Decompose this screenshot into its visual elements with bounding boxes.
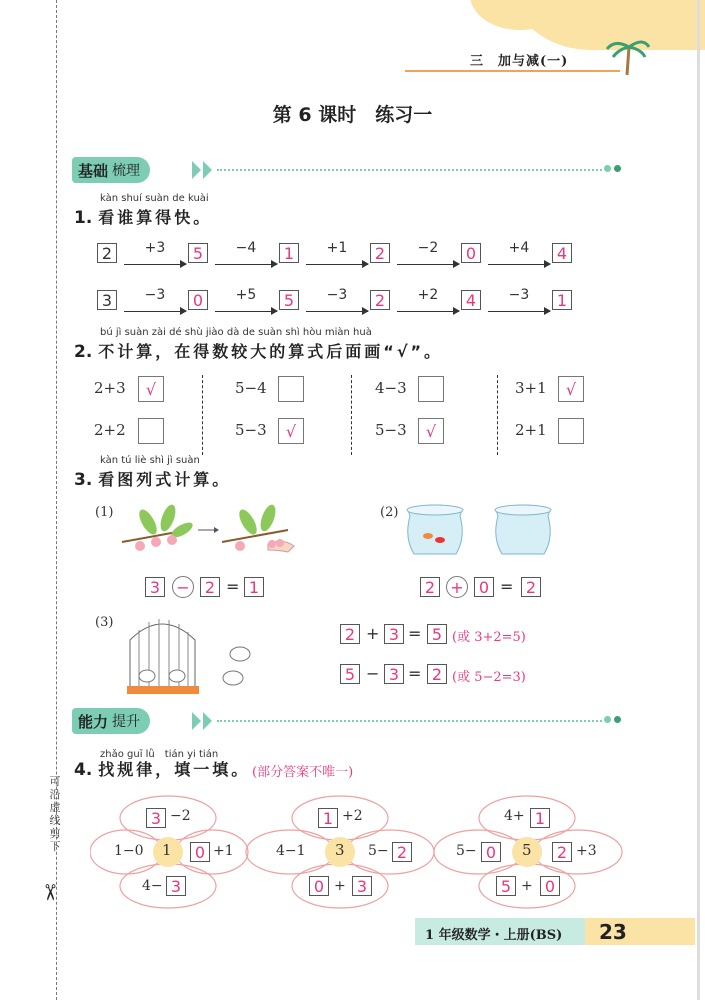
- flower-expr: +: [334, 878, 346, 894]
- q4-note: (部分答案不唯一): [252, 765, 354, 780]
- arrow-icon: [306, 311, 368, 312]
- chain-box[interactable]: 5: [188, 243, 208, 263]
- page-edge: [697, 0, 700, 1000]
- lesson-title: 第 6 课时 练习一: [272, 104, 433, 126]
- arrow-icon: [215, 311, 277, 312]
- compare-expr: 3+1: [515, 379, 547, 397]
- book-title: 1 年级数学・上册(BS): [425, 928, 563, 943]
- section-label: 能力: [78, 712, 109, 731]
- operator: −: [366, 664, 380, 683]
- compare-expr: 5−4: [235, 379, 267, 397]
- section-arrow-icon: [192, 161, 201, 179]
- compare-expr: 2+3: [94, 379, 126, 397]
- section-arrow-icon: [203, 712, 212, 730]
- q2-title: 2. 不计算，在得数较大的算式后面画“√”。: [74, 342, 444, 362]
- answer-box[interactable]: 3: [146, 808, 166, 828]
- arrow-icon: [488, 264, 550, 265]
- section-sublabel: 提升: [112, 714, 141, 730]
- answer-box[interactable]: 0: [474, 577, 494, 597]
- arrow-icon: [124, 311, 186, 312]
- part-label: (1): [95, 505, 114, 520]
- flower-expr: 4−: [142, 878, 163, 894]
- equals-sign: =: [500, 577, 514, 596]
- chain-op: +4: [508, 240, 530, 256]
- check-box[interactable]: [418, 376, 444, 402]
- section-arrow-icon: [203, 161, 212, 179]
- section-dot: [604, 165, 611, 172]
- equals-sign: =: [408, 664, 422, 683]
- chapter-underline: [405, 70, 620, 72]
- chain-box: 2: [97, 243, 117, 263]
- operator-circle[interactable]: −: [172, 576, 194, 598]
- palm-tree-icon: [605, 35, 650, 75]
- chain-op: −3: [144, 287, 166, 303]
- chain-op: −3: [508, 287, 530, 303]
- chain-op: −4: [235, 240, 257, 256]
- chain-box[interactable]: 2: [370, 243, 390, 263]
- flower-expr: 4+: [504, 808, 525, 824]
- answer-box[interactable]: 0: [481, 842, 501, 862]
- arrow-icon: [306, 264, 368, 265]
- q3-pinyin: kàn tú liè shì jì suàn: [100, 455, 200, 466]
- compare-expr: 5−3: [375, 421, 407, 439]
- arrow-icon: [397, 264, 459, 265]
- column-divider: [202, 375, 203, 455]
- check-box[interactable]: [558, 418, 584, 444]
- fish-bowls-illustration: [400, 498, 575, 568]
- compare-expr: 4−3: [375, 379, 407, 397]
- chain-op: +3: [144, 240, 166, 256]
- chain-box: 3: [97, 290, 117, 310]
- check-box[interactable]: √: [558, 376, 584, 402]
- q4-title: 4. 找规律，填一填。: [74, 760, 251, 780]
- answer-box[interactable]: 2: [392, 842, 412, 862]
- scissors-icon: ✂: [36, 883, 62, 902]
- arrow-icon: [488, 311, 550, 312]
- answer-box[interactable]: 3: [384, 664, 404, 684]
- part-label: (2): [380, 505, 399, 520]
- flower-expr: 4−1: [276, 843, 306, 859]
- answer-box[interactable]: 1: [244, 577, 264, 597]
- rabbit-cage-illustration: [125, 610, 275, 700]
- chapter-title: 三 加与减(一): [470, 54, 569, 69]
- flower-expr: +3: [576, 843, 597, 859]
- q1-pinyin: kàn shuí suàn de kuài: [100, 193, 209, 204]
- answer-box[interactable]: 3: [145, 577, 165, 597]
- compare-expr: 5−3: [235, 421, 267, 439]
- q2-pinyin: bú jì suàn zài dé shù jiào dà de suàn shì hòu miàn huà: [100, 327, 372, 338]
- answer-box[interactable]: 2: [420, 577, 440, 597]
- equals-sign: =: [226, 577, 240, 596]
- chain-box[interactable]: 5: [279, 290, 299, 310]
- equals-sign: =: [408, 624, 422, 643]
- check-box[interactable]: [138, 418, 164, 444]
- answer-box[interactable]: 1: [318, 808, 338, 828]
- chain-op: +2: [417, 287, 439, 303]
- answer-box[interactable]: 0: [309, 876, 329, 896]
- section-badge: [72, 708, 150, 734]
- check-box[interactable]: [278, 376, 304, 402]
- section-dot: [604, 716, 611, 723]
- section-label: 基础: [78, 161, 109, 180]
- column-divider: [497, 375, 498, 455]
- check-box[interactable]: √: [138, 376, 164, 402]
- flower-expr: +2: [342, 808, 363, 824]
- section-arrow-icon: [192, 712, 201, 730]
- answer-box[interactable]: 5: [496, 876, 516, 896]
- chain-op: −2: [417, 240, 439, 256]
- section-dots: [217, 169, 602, 171]
- chain-box[interactable]: 2: [370, 290, 390, 310]
- flower-expr: 1−0: [114, 843, 144, 859]
- answer-box[interactable]: 3: [352, 876, 372, 896]
- section-dot: [614, 165, 621, 172]
- check-box[interactable]: √: [418, 418, 444, 444]
- compare-expr: 2+2: [94, 421, 126, 439]
- page-number: 23: [585, 918, 695, 945]
- chain-op: +5: [235, 287, 257, 303]
- alternative-answer: (或 5−2=3): [452, 670, 526, 685]
- chain-box[interactable]: 1: [279, 243, 299, 263]
- peach-branch-illustration: [118, 500, 298, 560]
- q3-title: 3. 看图列式计算。: [74, 470, 232, 490]
- chain-box[interactable]: 4: [552, 243, 572, 263]
- flower-expr: +1: [213, 843, 234, 859]
- section-sublabel: 梳理: [112, 163, 141, 179]
- chain-box[interactable]: 1: [552, 290, 572, 310]
- answer-box[interactable]: 2: [200, 577, 220, 597]
- cut-instruction: 可沿虚线剪下: [49, 775, 61, 853]
- arrow-icon: [397, 311, 459, 312]
- flower-expr: +: [521, 878, 533, 894]
- answer-box[interactable]: 1: [530, 808, 550, 828]
- answer-box[interactable]: 0: [540, 876, 560, 896]
- flower-expr: 5−: [456, 843, 477, 859]
- section-dot: [614, 716, 621, 723]
- section-badge: [72, 157, 150, 183]
- answer-box[interactable]: 3: [166, 876, 186, 896]
- q4-pinyin: zhǎo guī lǜ tián yi tián: [100, 749, 219, 760]
- part-label: (3): [95, 615, 114, 630]
- answer-box[interactable]: 2: [427, 664, 447, 684]
- answer-box[interactable]: 5: [340, 664, 360, 684]
- q1-title: 1. 看谁算得快。: [74, 208, 213, 228]
- operator: +: [366, 624, 380, 643]
- flower-expr: −2: [170, 808, 191, 824]
- chain-box[interactable]: 4: [461, 290, 481, 310]
- answer-box[interactable]: 0: [190, 842, 210, 862]
- answer-box[interactable]: 2: [552, 842, 572, 862]
- answer-box[interactable]: 5: [427, 624, 447, 644]
- alternative-answer: (或 3+2=5): [452, 630, 526, 645]
- arrow-icon: [124, 264, 186, 265]
- chain-box[interactable]: 0: [461, 243, 481, 263]
- flower-center: 1: [162, 841, 172, 859]
- section-basic: [72, 157, 617, 187]
- flower-center: 5: [522, 841, 532, 859]
- flower-center: 3: [335, 841, 345, 859]
- answer-box[interactable]: 2: [340, 624, 360, 644]
- check-box[interactable]: √: [278, 418, 304, 444]
- compare-expr: 2+1: [515, 421, 547, 439]
- column-divider: [351, 375, 352, 455]
- chain-box[interactable]: 0: [188, 290, 208, 310]
- section-improve: [72, 708, 617, 738]
- operator-circle[interactable]: +: [446, 576, 468, 598]
- chain-op: +1: [326, 240, 348, 256]
- arrow-icon: [215, 264, 277, 265]
- section-dots: [217, 720, 602, 722]
- answer-box[interactable]: 3: [384, 624, 404, 644]
- chain-op: −3: [326, 287, 348, 303]
- answer-box[interactable]: 2: [521, 577, 541, 597]
- flower-expr: 5−: [368, 843, 389, 859]
